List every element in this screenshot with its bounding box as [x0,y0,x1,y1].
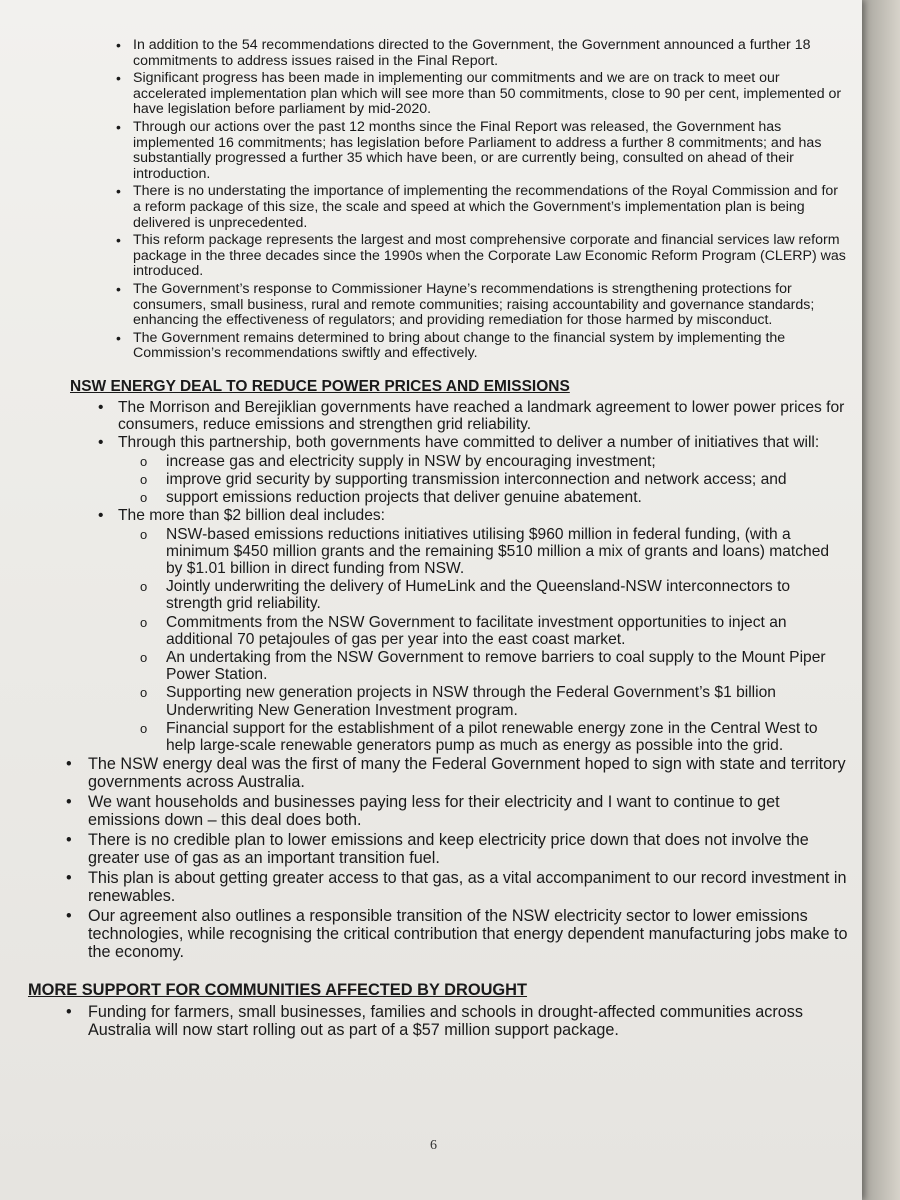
initiatives-sub-list [58,453,848,507]
sub-list-item: o Commitments from the NSW Government to facilitate investment opportunities to inject an additional 70 petajoules of gas per year into the east coast market. [58,614,848,648]
list-item: • We want households and businesses paying less for their electricity and I want to continue to get emissions down – this deal does both. [58,793,848,829]
section-heading: NSW ENERGY DEAL TO REDUCE POWER PRICES AND EMISSIONS [70,377,570,395]
sub-list-item: o improve grid security by supporting transmission interconnection and network access; and [58,471,848,488]
deal-bullet-list [58,507,848,524]
sub-list-item: o An undertaking from the NSW Government to remove barriers to coal supply to the Mount Piper Power Station. [58,649,848,683]
list-item: • Significant progress has been made in implementing our commitments and we are on track to meet our accelerated implementation plan which will see more than 50 commitments, close to 90 per cent, implemented or have legislation before parliament by mid-2020. [58,71,848,118]
list-item: • The Government’s response to Commissioner Hayne’s recommendations is strengthening protections for consumers, small business, rural and remote communities; raising accountability and governance standards; enhancing the effectiveness of regulators; and providing remediation for those harmed by misconduct. [58,282,848,329]
deal-sub-list [58,526,848,755]
section-heading: MORE SUPPORT FOR COMMUNITIES AFFECTED BY DROUGHT [28,981,528,1000]
list-item: • Funding for farmers, small businesses, families and schools in drought-affected communities across Australia will now start rolling out as part of a $57 million support package. [58,1003,848,1039]
list-item: • The more than $2 billion deal includes: [58,507,848,524]
list-item: • The Morrison and Berejiklian governments have reached a landmark agreement to lower power prices for consumers, reduce emissions and strengthen grid reliability. [58,399,848,433]
list-item: • The Government remains determined to bring about change to the financial system by implementing the Commission’s recommendations swiftly and effectively. [58,331,848,362]
list-item [58,434,848,451]
energy-bullet-list [58,399,848,452]
drought-bullet-list [58,1003,848,1039]
sub-list-item: o Jointly underwriting the delivery of HumeLink and the Queensland-NSW interconnectors to strength grid reliability. [58,578,848,612]
list-item: • There is no understating the importance of implementing the recommendations of the Royal Commission and for a reform package of this size, the scale and speed at which the Government’s implementation plan is being delivered is unprecedented. [58,184,848,231]
page-content [28,37,848,1041]
sub-list-item: o Supporting new generation projects in NSW through the Federal Government’s $1 billion Underwriting New Generation Investment program. [58,684,848,718]
list-item: • The NSW energy deal was the first of many the Federal Government hoped to sign with state and territory governments across Australia. [58,755,848,791]
sub-list-item: o increase gas and electricity supply in NSW by encouraging investment; [58,453,848,470]
list-item: • Our agreement also outlines a responsible transition of the NSW electricity sector to lower emissions technologies, while recognising the critical contribution that energy dependent manufacturing jobs make to the economy. [58,907,848,961]
energy-summary-section [28,755,848,1040]
sub-list-item: o Financial support for the establishment of a pilot renewable energy zone in the Central West to help large-scale renewable generators pump as much as energy as possible into the grid. [58,720,848,754]
summary-bullet-list [58,755,848,961]
royal-commission-bullet-list [58,38,848,362]
sub-list-item: o NSW-based emissions reductions initiatives utilising $960 million in federal funding, (with a minimum $450 million grants and the remaining $510 million a mix of grants and loans) matched by $1.01 billion in direct funding from NSW. [58,526,848,578]
list-item: • There is no credible plan to lower emissions and keep electricity price down that does not involve the greater use of gas as an important transition fuel. [58,831,848,867]
nsw-energy-section [58,364,848,754]
sub-list-item: o support emissions reduction projects that deliver genuine abatement. [58,489,848,506]
list-item: • This plan is about getting greater access to that gas, as a vital accompaniment to our record investment in renewables. [58,869,848,905]
list-item: • This reform package represents the largest and most comprehensive corporate and financial services law reform package in the three decades since the 1990s when the Corporate Law Economic Reform Program (CLERP) was introduced. [58,233,848,280]
list-item-text: Through this partnership, both governments have committed to deliver a number of initiatives that will: [118,434,820,452]
list-item: • Through our actions over the past 12 months since the Final Report was released, the Government has implemented 16 commitments; has legislation before Parliament to address a further 8 commitments; and has substantially progressed a further 35 which have been, or are currently being, consulted on ahead of their introduction. [58,120,848,182]
page-number: 6 [430,1138,437,1153]
list-item: • In addition to the 54 recommendations directed to the Government, the Government announced a further 18 commitments to address issues raised in the Final Report. [58,38,848,69]
